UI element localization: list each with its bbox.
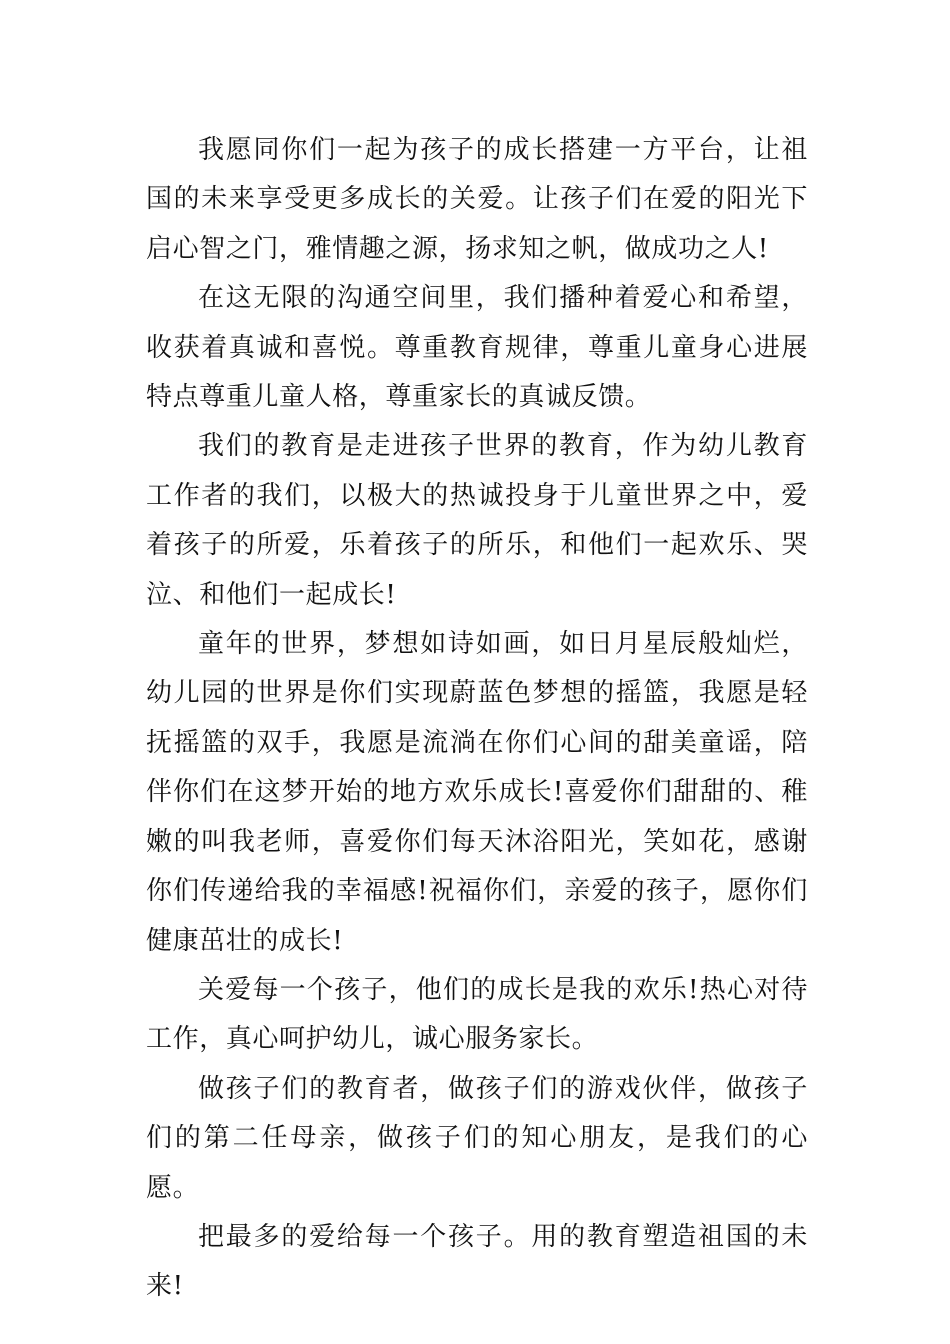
- paragraph-7: 把最多的爱给每一个孩子。用的教育塑造祖国的未来!: [146, 1221, 808, 1302]
- paragraph-3: 我们的教育是走进孩子世界的教育，作为幼儿教育工作者的我们，以极大的热诚投身于儿童世界之中，爱着孩子的所爱，乐着孩子的所乐，和他们一起欢乐、哭泣、和他们一起成长!: [146, 431, 808, 610]
- document-page: [146, 126, 808, 1312]
- paragraph-5: 关爱每一个孩子，他们的成长是我的欢乐!热心对待工作，真心呵护幼儿，诚心服务家长。: [146, 974, 808, 1055]
- paragraph-2: 在这无限的沟通空间里，我们播种着爱心和希望，收获着真诚和喜悦。尊重教育规律，尊重儿童身心进展特点尊重儿童人格，尊重家长的真诚反馈。: [146, 283, 808, 413]
- paragraph-1: 我愿同你们一起为孩子的成长搭建一方平台，让祖国的未来享受更多成长的关爱。让孩子们在爱的阳光下启心智之门，雅情趣之源，扬求知之帆，做成功之人!: [146, 135, 808, 264]
- paragraph-6: 做孩子们的教育者，做孩子们的游戏伙伴，做孩子们的第二任母亲，做孩子们的知心朋友，是我们的心愿。: [146, 1073, 808, 1203]
- paragraph-4: 童年的世界，梦想如诗如画，如日月星辰般灿烂，幼儿园的世界是你们实现蔚蓝色梦想的摇篮，我愿是轻抚摇篮的双手，我愿是流淌在你们心间的甜美童谣，陪伴你们在这梦开始的地方欢乐成长!喜爱你们甜甜的、稚嫩的叫我老师，喜爱你们每天沐浴阳光，笑如花，感谢你们传递给我的幸福感!祝福你们，亲爱的孩子，愿你们健康茁壮的成长!: [146, 629, 808, 956]
